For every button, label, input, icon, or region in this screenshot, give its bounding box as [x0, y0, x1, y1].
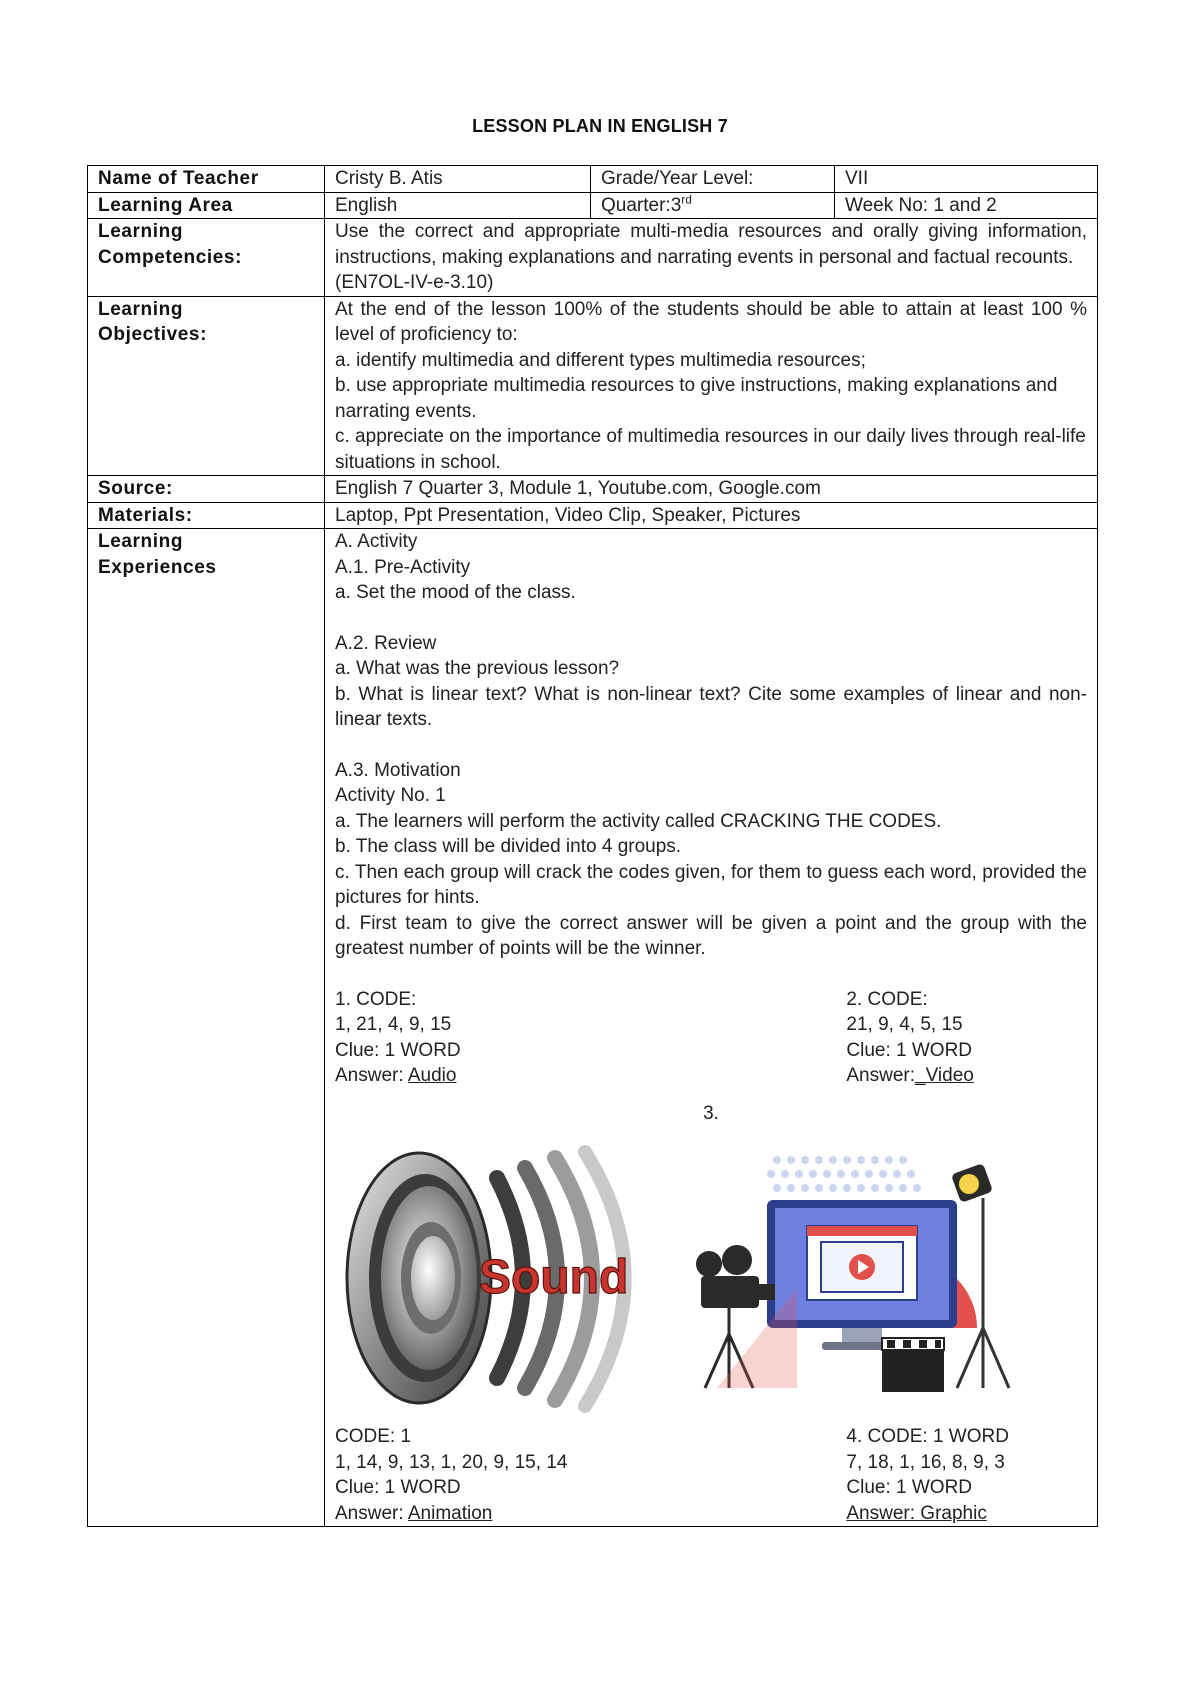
competencies-label	[88, 219, 325, 297]
grade-value: VII	[835, 166, 1098, 193]
materials-value: Laptop, Ppt Presentation, Video Clip, Speaker, Pictures	[325, 502, 1098, 529]
experiences-content	[325, 529, 1098, 1527]
codes-row-1	[335, 987, 1087, 1089]
teacher-row	[88, 166, 1098, 193]
code-3-number: 3.	[703, 1102, 719, 1124]
code-1-title: 1. CODE:	[335, 988, 417, 1010]
review-a: a. What was the previous lesson?	[335, 658, 620, 679]
code-3-answer-value: Animation	[407, 1502, 493, 1524]
quarter-label: Quarter:3	[601, 194, 682, 216]
materials-row	[88, 502, 1098, 529]
quarter-cell	[591, 192, 835, 219]
motivation-heading: A.3. Motivation	[335, 759, 461, 781]
quarter-suffix: rd	[681, 192, 692, 207]
code-4-clue: Clue: 1 WORD	[846, 1477, 973, 1498]
activity-number: Activity No. 1	[335, 785, 446, 806]
objectives-row	[88, 296, 1098, 476]
code-3-answer-label: Answer:	[335, 1502, 408, 1524]
experiences-label-line2: Experiences	[98, 556, 217, 578]
motivation-b: b. The class will be divided into 4 groups.	[335, 836, 682, 857]
code-2-answer-value: _Video	[915, 1065, 974, 1086]
speaker-sound-icon	[339, 1138, 639, 1418]
code-4-title: 4. CODE: 1 WORD	[846, 1426, 1009, 1447]
motivation-a: a. The learners will perform the activity called CRACKING THE CODES.	[335, 810, 942, 832]
code-2-answer	[846, 1063, 1087, 1089]
code-3-answer	[335, 1501, 696, 1527]
objective-a: a. identify multimedia and different types multimedia resources;	[335, 349, 866, 371]
motivation-c: c. Then each group will crack the codes given, for them to guess each word, provided the pictures for hints.	[335, 861, 1087, 908]
code-1-answer-label: Answer:	[335, 1065, 408, 1086]
competencies-label-line1: Learning	[98, 221, 184, 242]
source-row	[88, 476, 1098, 503]
code-2-clue: Clue: 1 WORD	[846, 1039, 973, 1061]
experiences-label	[88, 529, 325, 1527]
code-3-numbers: 1, 14, 9, 13, 1, 20, 9, 15, 14	[335, 1451, 568, 1473]
code-4	[846, 1424, 1087, 1526]
motivation-d: d. First team to give the correct answer will be given a point and the group with the greatest number of points will be the winner.	[335, 912, 1087, 959]
code-1-numbers: 1, 21, 4, 9, 15	[335, 1014, 452, 1035]
review-heading: A.2. Review	[335, 632, 437, 654]
code-3-title: CODE: 1	[335, 1426, 412, 1447]
picture-hints	[335, 1132, 1087, 1424]
codes-row-2	[335, 1424, 1087, 1526]
code-3	[335, 1424, 696, 1526]
code-1-answer-value: Audio	[407, 1065, 457, 1086]
code-2-answer-label: Answer:	[846, 1065, 916, 1086]
source-label: Source:	[88, 476, 325, 503]
competencies-text: Use the correct and appropriate multi-media resources and orally giving information, instructions, making explanations and narrating events in personal and factual recounts.	[335, 221, 1087, 268]
code-3-clue: Clue: 1 WORD	[335, 1477, 461, 1498]
competencies-content	[325, 219, 1098, 297]
source-value: English 7 Quarter 3, Module 1, Youtube.com, Google.com	[325, 476, 1098, 503]
pre-activity-heading: A.1. Pre-Activity	[335, 556, 471, 578]
competencies-row	[88, 219, 1098, 297]
code-1-answer	[335, 1063, 696, 1089]
experiences-row	[88, 529, 1098, 1527]
code-2-title: 2. CODE:	[846, 988, 928, 1010]
code-2	[846, 987, 1087, 1089]
code-4-numbers: 7, 18, 1, 16, 8, 9, 3	[846, 1451, 1005, 1473]
area-label: Learning Area	[88, 192, 325, 219]
materials-label: Materials:	[88, 502, 325, 529]
objectives-label	[88, 296, 325, 476]
code-1	[335, 987, 696, 1089]
pre-activity-a: a. Set the mood of the class.	[335, 582, 576, 603]
code-2-numbers: 21, 9, 4, 5, 15	[846, 1014, 963, 1035]
video-production-icon	[687, 1138, 1027, 1418]
objective-c: c. appreciate on the importance of multimedia resources in our daily lives through real-life situations in school.	[335, 426, 1086, 473]
competencies-code: (EN7OL-IV-e-3.10)	[335, 272, 494, 293]
objective-b: b. use appropriate multimedia resources to give instructions, making explanations and narrating events.	[335, 375, 1058, 422]
page-title: LESSON PLAN IN ENGLISH 7	[472, 116, 728, 136]
grade-label: Grade/Year Level:	[591, 166, 835, 193]
area-value: English	[325, 192, 591, 219]
teacher-label: Name of Teacher	[88, 166, 325, 193]
lesson-plan-table	[87, 165, 1098, 1527]
competencies-label-line2: Competencies:	[98, 246, 243, 268]
sound-word: Sound	[479, 1251, 629, 1304]
objectives-label-line2: Objectives:	[98, 324, 208, 345]
week-value: Week No: 1 and 2	[835, 192, 1098, 219]
experiences-label-line1: Learning	[98, 531, 184, 552]
review-b: b. What is linear text? What is non-linear text? Cite some examples of linear and non-linear texts.	[335, 683, 1087, 730]
code-4-answer: Answer: Graphic	[846, 1502, 987, 1524]
teacher-name: Cristy B. Atis	[325, 166, 591, 193]
objectives-content	[325, 296, 1098, 476]
objectives-label-line1: Learning	[98, 298, 184, 320]
objectives-intro: At the end of the lesson 100% of the students should be able to attain at least 100 % level of proficiency to:	[335, 298, 1087, 345]
area-row	[88, 192, 1098, 219]
activity-heading: A. Activity	[335, 531, 418, 552]
code-1-clue: Clue: 1 WORD	[335, 1039, 461, 1061]
